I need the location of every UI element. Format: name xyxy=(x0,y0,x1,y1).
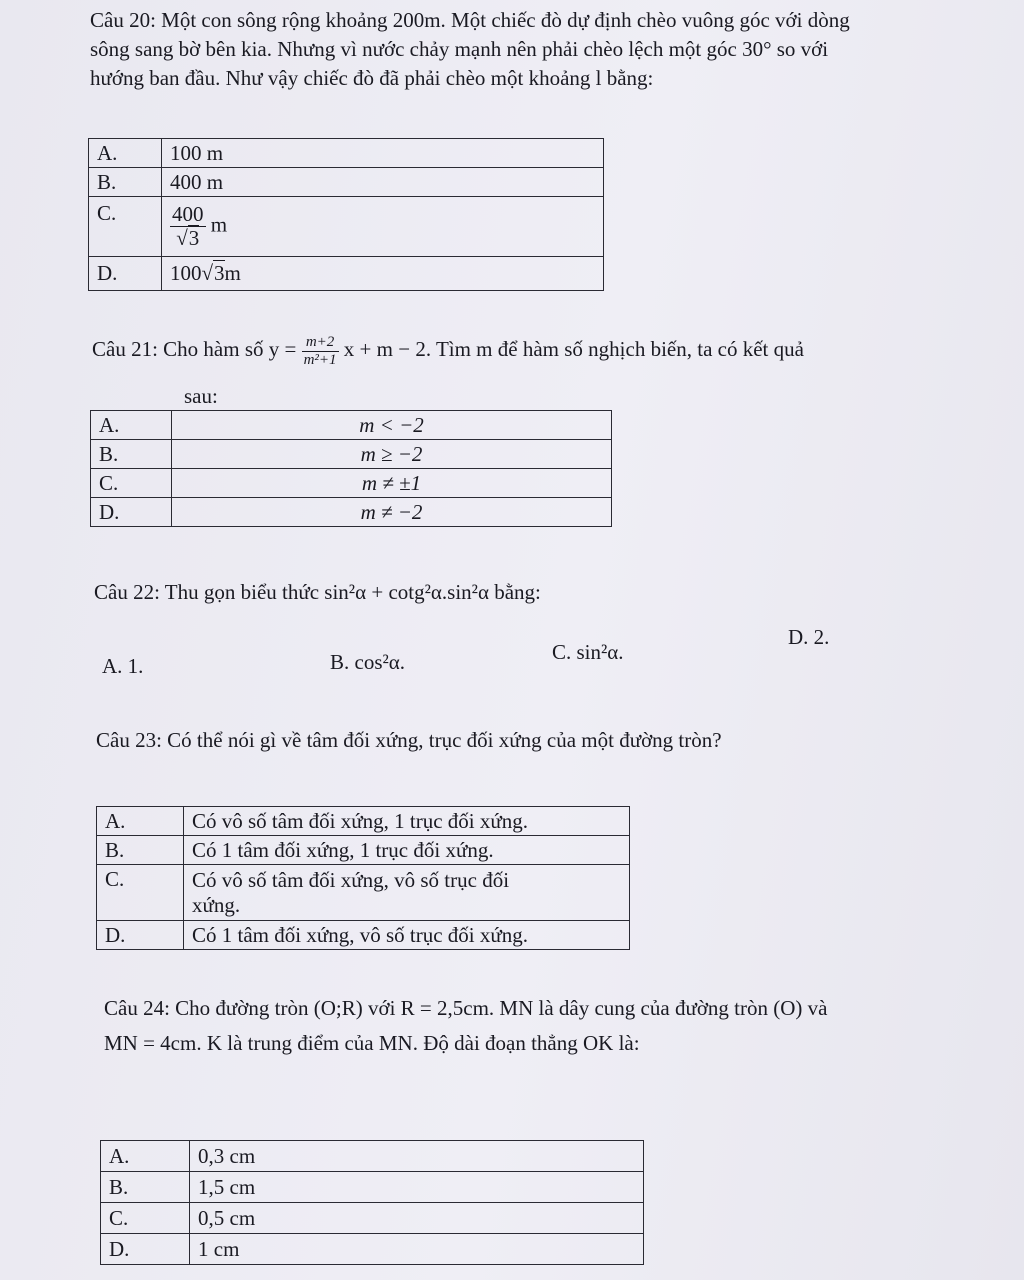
table-row xyxy=(89,168,604,197)
q22-option-c: C. sin²α. xyxy=(552,640,624,664)
option-letter: D. xyxy=(89,257,162,291)
option-text: 0,5 cm xyxy=(190,1203,644,1234)
option-letter: B. xyxy=(91,440,172,469)
option-letter: B. xyxy=(89,168,162,197)
option-letter: A. xyxy=(91,411,172,440)
option-letter: D. xyxy=(91,498,172,527)
table-row xyxy=(89,139,604,168)
q20-line-3: hướng ban đầu. Như vậy chiếc đò đã phải chèo một khoảng l bằng: xyxy=(90,66,654,90)
q24-line-1: Câu 24: Cho đường tròn (O;R) với R = 2,5cm. MN là dây cung của đường tròn (O) và xyxy=(104,996,828,1020)
q22-option-b: B. cos²α. xyxy=(330,650,406,674)
option-text: Có vô số tâm đối xứng, 1 trục đối xứng. xyxy=(184,807,630,836)
option-text: m < −2 xyxy=(172,411,612,440)
q22-option-a: A. 1. xyxy=(102,654,144,678)
q21-options-table xyxy=(90,410,612,527)
table-row xyxy=(91,411,612,440)
table-row xyxy=(91,498,612,527)
option-text: Có 1 tâm đối xứng, 1 trục đối xứng. xyxy=(184,836,630,865)
option-text: 100 m xyxy=(162,139,604,168)
q20-line-2: sông sang bờ bên kia. Nhưng vì nước chảy mạnh nên phải chèo lệch một góc 30° so với xyxy=(90,37,829,61)
option-root-cell: 100√3m xyxy=(162,257,604,291)
q21-fraction xyxy=(302,334,339,368)
fraction-denominator: √3 xyxy=(176,226,200,250)
option-text: Có vô số tâm đối xứng, vô số trục đối xyxy=(192,867,510,892)
fraction xyxy=(170,203,206,250)
option-fraction-cell xyxy=(162,197,604,257)
q24-line-2: MN = 4cm. K là trung điểm của MN. Độ dài đoạn thẳng OK là: xyxy=(104,1031,640,1055)
table-row xyxy=(97,836,630,865)
table-row xyxy=(101,1172,644,1203)
q21-prefix: Câu 21: Cho hàm số y = xyxy=(92,336,302,361)
option-text: 400 m xyxy=(162,168,604,197)
option-text: m ≠ ±1 xyxy=(172,469,612,498)
question-22: Câu 22: Thu gọn biểu thức sin²α + cotg²α.sin²α bằng: xyxy=(94,580,541,604)
option-unit: m xyxy=(210,212,228,237)
table-row xyxy=(97,807,630,836)
option-letter: C. xyxy=(89,197,162,257)
root-coefficient: 100 xyxy=(170,261,202,285)
q20-line-1: Câu 20: Một con sông rộng khoảng 200m. Một chiếc đò dự định chèo vuông góc với dòng xyxy=(90,8,850,32)
option-letter: D. xyxy=(97,921,184,950)
sqrt-radicand: 3 xyxy=(214,261,225,285)
table-row xyxy=(97,865,630,921)
option-letter: C. xyxy=(91,469,172,498)
table-row xyxy=(97,921,630,950)
question-20 xyxy=(90,6,960,93)
table-row xyxy=(89,197,604,257)
q23-options-table xyxy=(96,806,630,950)
fraction-numerator: 400 xyxy=(172,201,204,226)
sqrt-radicand: 3 xyxy=(188,226,200,250)
option-text-cell xyxy=(184,865,630,921)
table-row xyxy=(89,257,604,291)
q21-line-2: sau: xyxy=(184,384,218,408)
question-21 xyxy=(92,334,972,368)
table-row xyxy=(101,1234,644,1265)
q20-options-table xyxy=(88,138,604,291)
table-row xyxy=(101,1141,644,1172)
option-letter: D. xyxy=(101,1234,190,1265)
q22-option-d: D. 2. xyxy=(788,625,830,649)
option-text-continued: xứng. xyxy=(192,892,241,917)
option-letter: B. xyxy=(97,836,184,865)
question-24 xyxy=(104,994,1004,1058)
q21-suffix: x + m − 2. Tìm m để hàm số nghịch biến, ta có kết quả xyxy=(338,336,804,361)
option-letter: A. xyxy=(101,1141,190,1172)
option-text: m ≥ −2 xyxy=(172,440,612,469)
option-text: 1,5 cm xyxy=(190,1172,644,1203)
option-letter: C. xyxy=(97,865,184,921)
option-letter: A. xyxy=(97,807,184,836)
table-row xyxy=(91,469,612,498)
option-text: m ≠ −2 xyxy=(172,498,612,527)
option-unit: m xyxy=(224,261,241,285)
fraction-numerator: m+2 xyxy=(302,334,339,352)
question-23: Câu 23: Có thể nói gì về tâm đối xứng, trục đối xứng của một đường tròn? xyxy=(96,728,722,752)
option-letter: A. xyxy=(89,139,162,168)
option-letter: C. xyxy=(101,1203,190,1234)
option-text: 0,3 cm xyxy=(190,1141,644,1172)
option-text: Có 1 tâm đối xứng, vô số trục đối xứng. xyxy=(184,921,630,950)
fraction-denominator: m²+1 xyxy=(303,351,337,368)
option-text: 1 cm xyxy=(190,1234,644,1265)
q24-options-table xyxy=(100,1140,644,1265)
table-row xyxy=(101,1203,644,1234)
option-letter: B. xyxy=(101,1172,190,1203)
table-row xyxy=(91,440,612,469)
